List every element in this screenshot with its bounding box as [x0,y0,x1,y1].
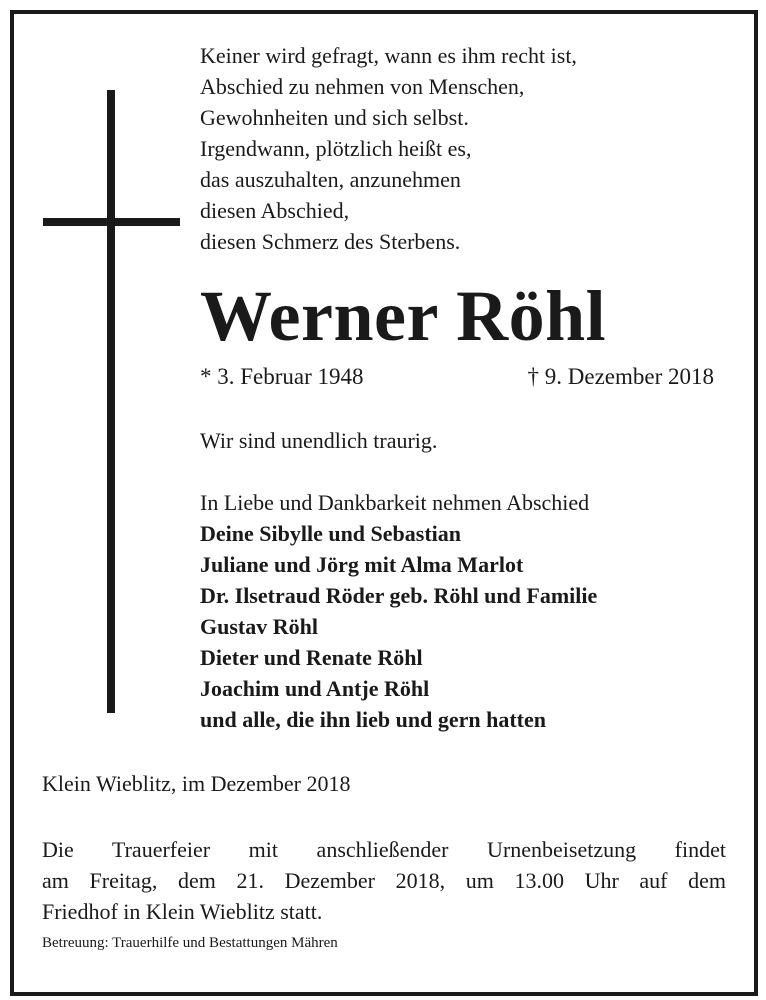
poem-line: das auszuhalten, anzunehmen [200,167,461,192]
birth-date: * 3. Februar 1948 [200,364,364,389]
farewell-intro: In Liebe und Dankbarkeit nehmen Abschied [200,490,590,515]
mourners-list [200,518,597,735]
poem-line: Keiner wird gefragt, wann es ihm recht ist, [200,43,577,68]
mourner: Dieter und Renate Röhl [200,645,423,670]
poem [200,40,577,257]
sorrow-statement: Wir sind unendlich traurig. [200,428,438,453]
place-and-date: Klein Wieblitz, im Dezember 2018 [42,771,351,796]
cross-vertical-bar [107,90,115,713]
service-line: am Freitag, dem 21. Dezember 2018, um 13.00 Uhr auf dem [42,868,726,893]
mourner: Gustav Röhl [200,614,318,639]
care-notice: Betreuung: Trauerhilfe und Bestattungen Mähren [42,935,338,951]
deceased-name: Werner Röhl [200,276,607,356]
poem-line: Gewohnheiten und sich selbst. [200,105,469,130]
mourner: und alle, die ihn lieb und gern hatten [200,707,546,732]
mourner: Deine Sibylle und Sebastian [200,521,462,546]
funeral-service-notice [42,834,726,927]
service-line: Friedhof in Klein Wieblitz statt. [42,899,323,924]
mourner: Dr. Ilsetraud Röder geb. Röhl und Familie [200,583,598,608]
poem-line: Irgendwann, plötzlich heißt es, [200,136,472,161]
mourner: Joachim und Antje Röhl [200,676,430,701]
mourner: Juliane und Jörg mit Alma Marlot [200,552,524,577]
poem-line: diesen Schmerz des Sterbens. [200,229,461,254]
poem-line: Abschied zu nehmen von Menschen, [200,74,525,99]
death-date: † 9. Dezember 2018 [527,364,714,389]
service-line: Die Trauerfeier mit anschließender Urnenbeisetzung findet [42,837,726,862]
cross-horizontal-bar [43,218,180,226]
poem-line: diesen Abschied, [200,198,350,223]
